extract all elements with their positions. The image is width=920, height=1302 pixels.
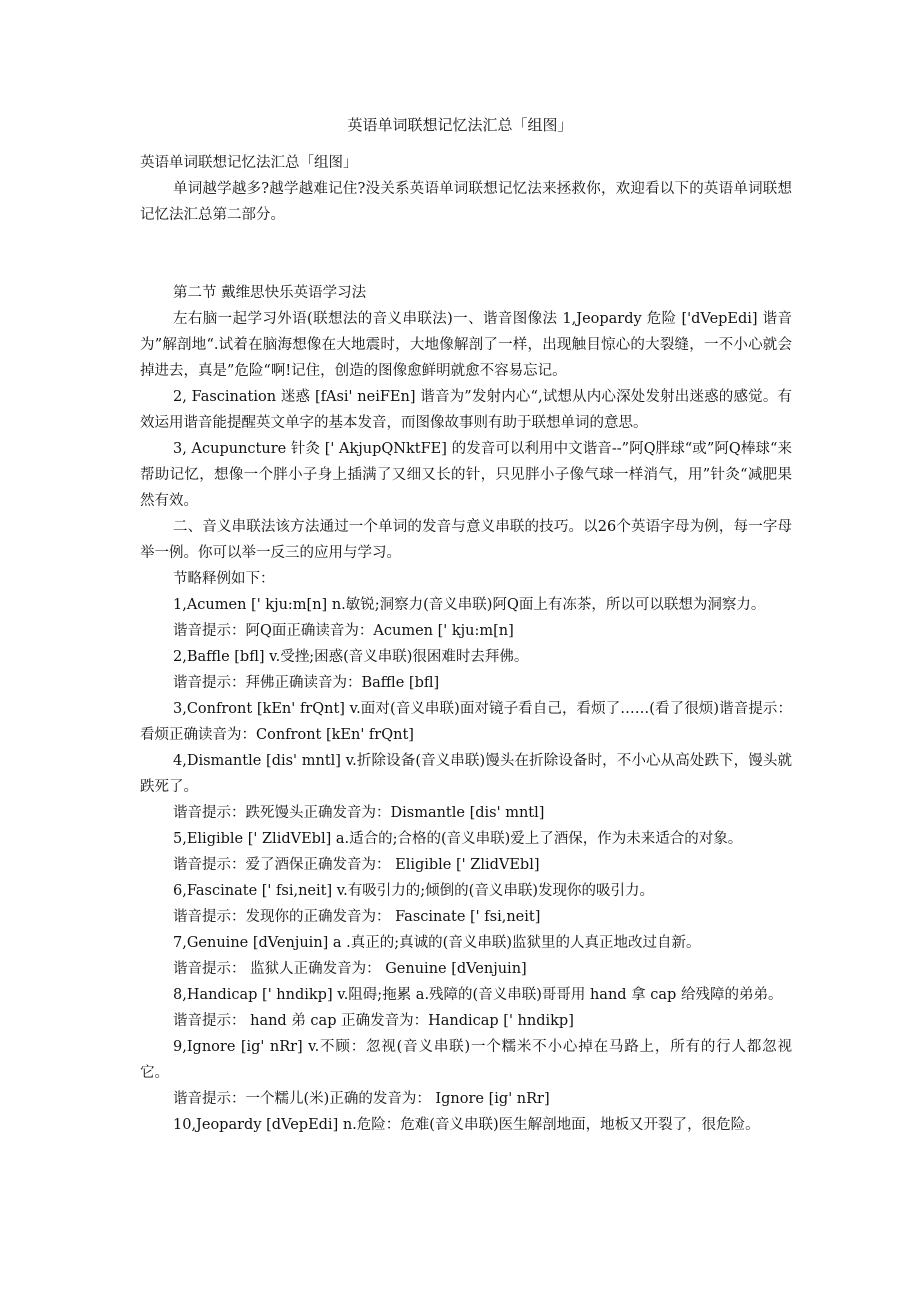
paragraph: 6,Fascinate [' fsi,neit] v.有吸引力的;倾倒的(音义串联)发现你的吸引力。 — [173, 883, 654, 899]
paragraph: 谐音提示：一个糯儿(米)正确的发音为： Ignore [ig' nRr] — [173, 1091, 550, 1107]
paragraph: 节略释例如下： — [173, 571, 275, 587]
paragraph: 2, Fascination 迷惑 [fAsi' neiFEn] 谐音为”发射内心“,试想从内心深处发射出迷惑的感觉。有效运用谐音能提醒英文单字的基本发音，而图像故事则有助于联想单词的意思。 — [140, 389, 792, 431]
paragraph: 8,Handicap [' hndikp] v.阻碍;拖累 a.残障的(音义串联)哥哥用 hand 拿 cap 给残障的弟弟。 — [173, 987, 783, 1003]
paragraph: 谐音提示：拜佛正确读音为：Baffle [bfl] — [173, 675, 440, 691]
paragraph: 10,Jeopardy [dVepEdi] n.危险：危难(音义串联)医生解剖地面，地板又开裂了，很危险。 — [173, 1117, 760, 1133]
document-body — [140, 150, 792, 1138]
spacer — [140, 228, 792, 280]
paragraph: 谐音提示：跌死馒头正确发音为：Dismantle [dis' mntl] — [173, 805, 545, 821]
paragraph: 二、音义串联法该方法通过一个单词的发音与意义串联的技巧。以26个英语字母为例，每一字母举一例。你可以举一反三的应用与学习。 — [140, 519, 792, 561]
subtitle: 英语单词联想记忆法汇总「组图」 — [140, 155, 358, 171]
intro-paragraph: 单词越学越多?越学越难记住?没关系英语单词联想记忆法来拯救你，欢迎看以下的英语单词联想记忆法汇总第二部分。 — [140, 181, 792, 223]
paragraph: 谐音提示：发现你的正确发音为： Fascinate [' fsi,neit] — [173, 909, 541, 925]
paragraph: 左右脑一起学习外语(联想法的音义串联法)一、谐音图像法 1,Jeopardy 危险 ['dVepEdi] 谐音为”解剖地“.试着在脑海想像在大地震时，大地像解剖了一样，出现触目惊心的大裂缝，一不小心就会掉进去，真是”危险“啊!记住，创造的图像愈鲜明就愈不容易忘记。 — [140, 311, 792, 379]
paragraph: 3,Confront [kEn' frQnt] v.面对(音义串联)面对镜子看自己，看烦了……(看了很烦)谐音提示：看烦正确读音为：Confront [kEn' frQnt] — [140, 701, 792, 743]
paragraph: 2,Baffle [bfl] v.受挫;困惑(音义串联)很困难时去拜佛。 — [173, 649, 529, 665]
paragraph: 3, Acupuncture 针灸 [' AkjupQNktFE] 的发音可以利用中文谐音--”阿Q胖球“或”阿Q棒球“来帮助记忆，想像一个胖小子身上插满了又细又长的针，只见胖小子像气球一样消气，用”针灸“减肥果然有效。 — [140, 441, 792, 509]
paragraph: 谐音提示： 监狱人正确发音为： Genuine [dVenjuin] — [173, 961, 527, 977]
paragraph: 1,Acumen [' kju:m[n] n.敏锐;洞察力(音义串联)阿Q面上有冻茶，所以可以联想为洞察力。 — [173, 597, 766, 613]
paragraph: 谐音提示：阿Q面正确读音为：Acumen [' kju:m[n] — [173, 623, 514, 639]
paragraph: 9,Ignore [ig' nRr] v.不顾：忽视(音义串联)一个糯米不小心掉在马路上，所有的行人都忽视它。 — [140, 1039, 792, 1081]
section-heading: 第二节 戴维思快乐英语学习法 — [173, 285, 367, 301]
paragraph: 4,Dismantle [dis' mntl] v.折除设备(音义串联)馒头在折除设备时，不小心从高处跌下，馒头就跌死了。 — [140, 753, 792, 795]
paragraph: 5,Eligible [' ZlidVEbl] a.适合的;合格的(音义串联)爱上了酒保，作为未来适合的对象。 — [173, 831, 743, 847]
document-title: 英语单词联想记忆法汇总「组图」 — [347, 116, 573, 134]
paragraph: 7,Genuine [dVenjuin] a .真正的;真诚的(音义串联)监狱里的人真正地改过自新。 — [173, 935, 701, 951]
paragraph: 谐音提示： hand 弟 cap 正确发音为：Handicap [' hndikp] — [173, 1013, 574, 1029]
paragraph: 谐音提示：爱了酒保正确发音为： Eligible [' ZlidVEbl] — [173, 857, 540, 873]
